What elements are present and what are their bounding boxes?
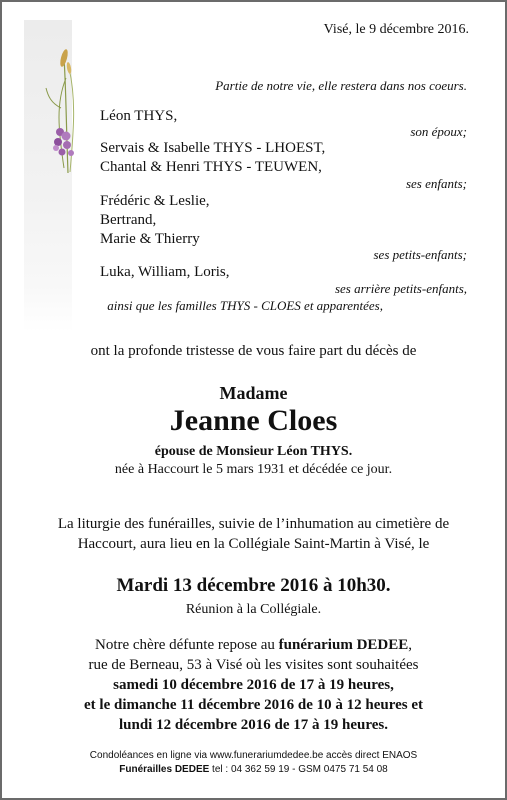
company-name: Funérailles DEDEE [119, 764, 210, 775]
child-line: Servais & Isabelle THYS - LHOEST, [100, 140, 326, 156]
deceased-name: Jeanne Cloes [169, 404, 338, 437]
husband-name: Léon THYS, [100, 108, 178, 124]
visits-line-prefix: Notre chère défunte repose au [95, 637, 275, 653]
epigraph: Partie de notre vie, elle restera dans nos coeurs. [215, 78, 467, 93]
condolences-line: Condoléances en ligne via www.funerariumdedee.be accès direct ENAOS [89, 750, 418, 761]
date-line: Visé, le 9 décembre 2016. [323, 22, 469, 37]
reunion-line: Réunion à la Collégiale. [185, 602, 322, 617]
liturgy-line: La liturgie des funérailles, suivie de l’inhumation au cimetière de [57, 516, 450, 532]
grandchild-line: Marie & Thierry [100, 231, 200, 247]
visits-line [2, 637, 505, 654]
visit-time: samedi 10 décembre 2016 de 17 à 19 heures, [113, 677, 394, 693]
visit-time: lundi 12 décembre 2016 de 17 à 19 heures. [118, 717, 389, 733]
visit-time: et le dimanche 11 décembre 2016 de 10 à 12 heures et [84, 697, 423, 713]
children-role: ses enfants; [405, 176, 467, 191]
visits-address: rue de Berneau, 53 à Visé où les visites sont souhaitées [88, 657, 419, 673]
grandchild-line: Bertrand, [100, 212, 157, 228]
grandchildren-role: ses petits-enfants; [373, 247, 467, 262]
great-grandchildren-role: ses arrière petits-enfants, [334, 281, 467, 296]
birth-death: née à Haccourt le 5 mars 1931 et décédée ce jour. [114, 462, 393, 477]
great-grandchildren: Luka, William, Loris, [100, 264, 230, 280]
company-contact: tel : 04 362 59 19 - GSM 0475 71 54 08 [209, 764, 388, 775]
grandchild-line: Frédéric & Leslie, [100, 193, 210, 209]
deceased-spouse: épouse de Monsieur Léon THYS. [154, 444, 353, 459]
deceased-title: Madame [219, 383, 288, 403]
liturgy-line: Haccourt, aura lieu en la Collégiale Saint-Martin à Visé, le [77, 536, 430, 552]
announcement: ont la profonde tristesse de vous faire part du décès de [90, 343, 417, 359]
child-line: Chantal & Henri THYS - TEUWEN, [100, 159, 322, 175]
contact-line [2, 764, 505, 775]
visits-line-suffix: , [408, 637, 412, 653]
flower-illustration [36, 48, 96, 178]
funeral-home-name: funérarium DEDEE [278, 637, 409, 653]
husband-role: son époux; [410, 124, 467, 139]
families-line: ainsi que les familles THYS - CLOES et apparentées, [107, 298, 383, 313]
ceremony-datetime: Mardi 13 décembre 2016 à 10h30. [116, 575, 391, 596]
